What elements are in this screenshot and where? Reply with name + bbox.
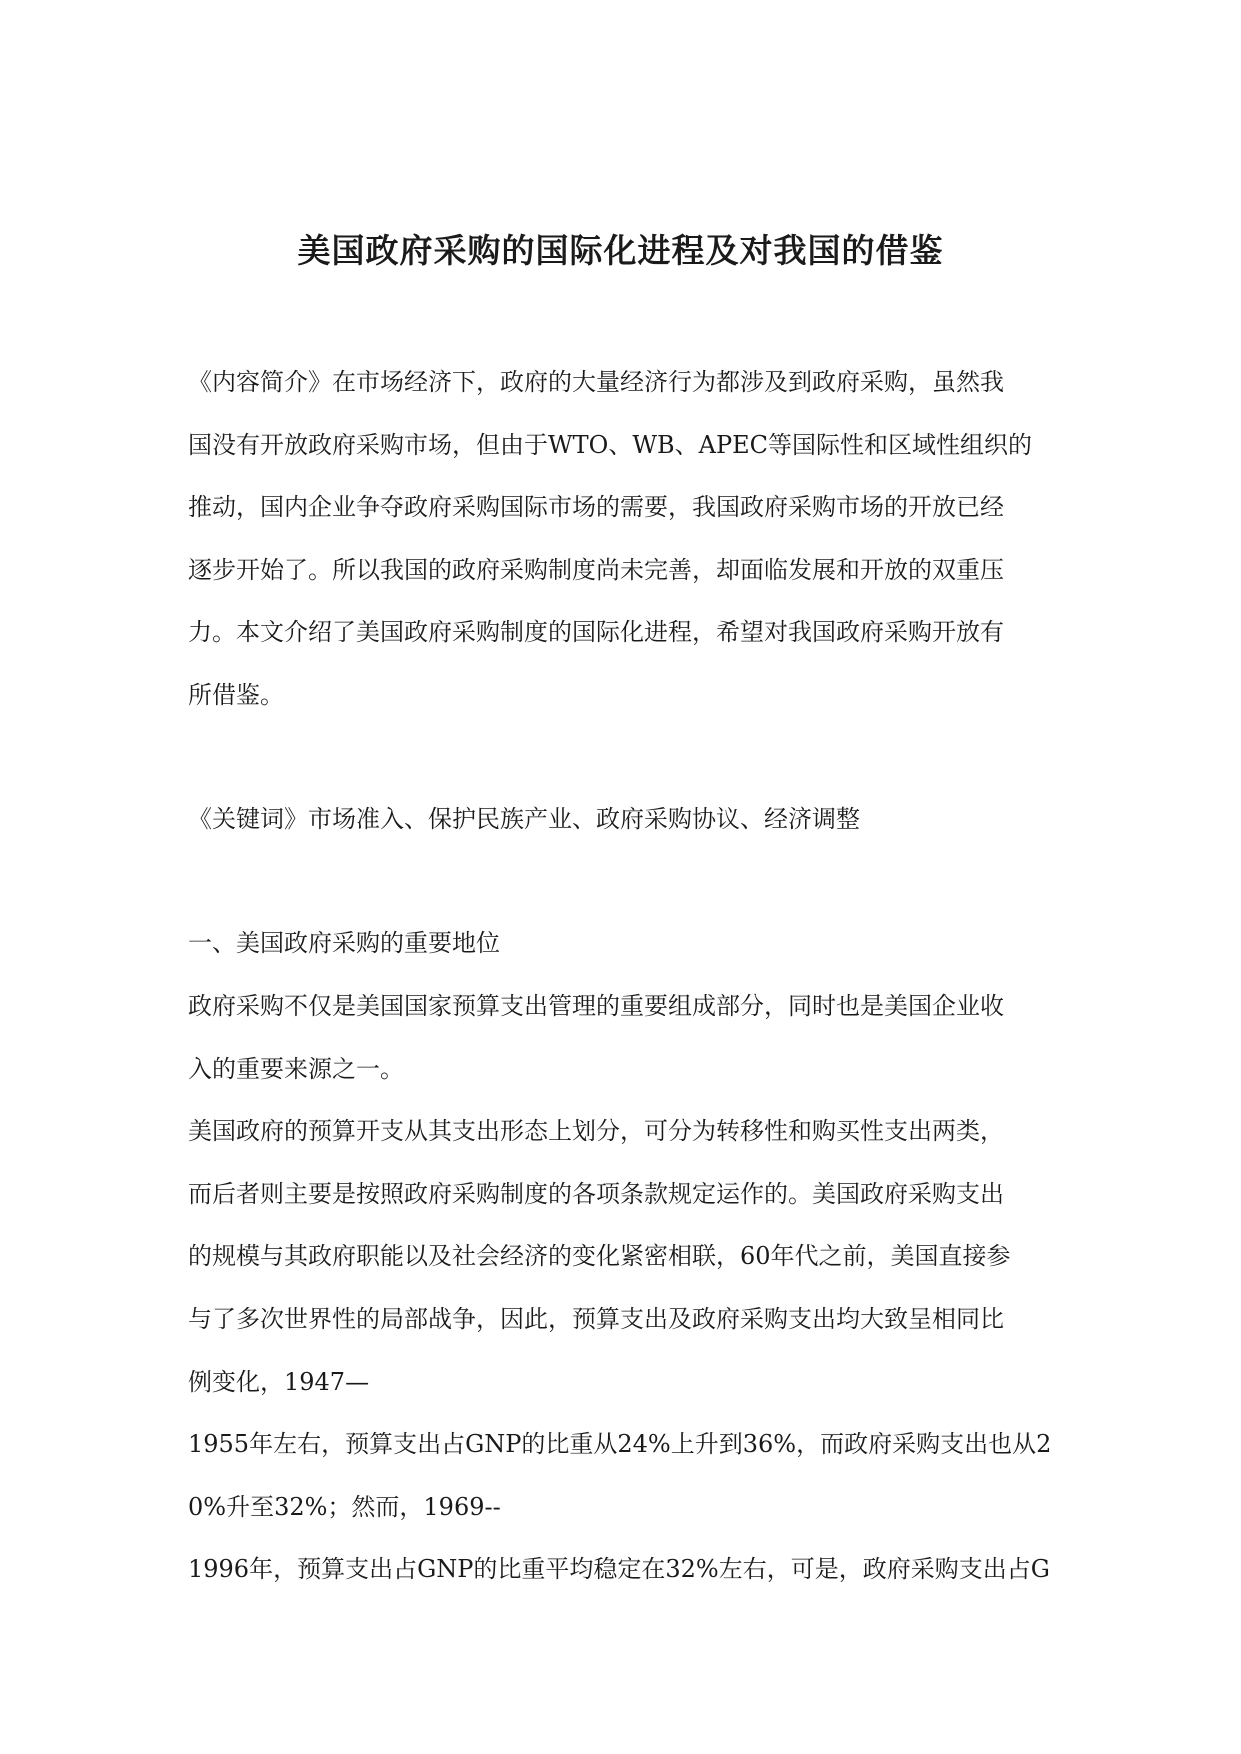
body-line: 而后者则主要是按照政府采购制度的各项条款规定运作的。美国政府采购支出 (188, 1179, 1004, 1208)
body-line: 例变化，1947— (188, 1367, 370, 1396)
abstract-line: 国没有开放政府采购市场，但由于WTO、WB、APEC等国际性和区域性组织的 (188, 430, 1033, 459)
abstract-line: 力。本文介绍了美国政府采购制度的国际化进程，希望对我国政府采购开放有 (188, 618, 1004, 647)
abstract-line: 所借鉴。 (188, 680, 284, 709)
body-line: 美国政府的预算开支从其支出形态上划分，可分为转移性和购买性支出两类， (188, 1117, 1004, 1146)
abstract-line: 《内容简介》在市场经济下，政府的大量经济行为都涉及到政府采购，虽然我 (188, 368, 1004, 396)
document-title: 美国政府采购的国际化进程及对我国的借鉴 (297, 231, 944, 270)
keywords-line: 《关键词》市场准入、保护民族产业、政府采购协议、经济调整 (188, 805, 860, 833)
body-line: 的规模与其政府职能以及社会经济的变化紧密相联，60年代之前，美国直接参 (188, 1242, 1011, 1271)
section-heading: 一、美国政府采购的重要地位 (188, 929, 500, 957)
body-paragraphs (188, 975, 1058, 1601)
abstract-line: 推动，国内企业争夺政府采购国际市场的需要，我国政府采购市场的开放已经 (188, 493, 1004, 522)
body-line: 0%升至32%；然而，1969-- (188, 1492, 501, 1521)
body-line: 1996年，预算支出占GNP的比重平均稳定在32%左右，可是，政府采购支出占G (188, 1555, 1050, 1584)
abstract-paragraph (188, 351, 1058, 727)
body-line: 入的重要来源之一。 (188, 1054, 404, 1083)
body-line: 与了多次世界性的局部战争，因此，预算支出及政府采购支出均大致呈相同比 (188, 1304, 1004, 1333)
body-line: 政府采购不仅是美国国家预算支出管理的重要组成部分，同时也是美国企业收 (188, 992, 1004, 1020)
abstract-line: 逐步开始了。所以我国的政府采购制度尚未完善，却面临发展和开放的双重压 (188, 555, 1004, 584)
body-line: 1955年左右，预算支出占GNP的比重从24%上升到36%，而政府采购支出也从2 (188, 1430, 1052, 1459)
